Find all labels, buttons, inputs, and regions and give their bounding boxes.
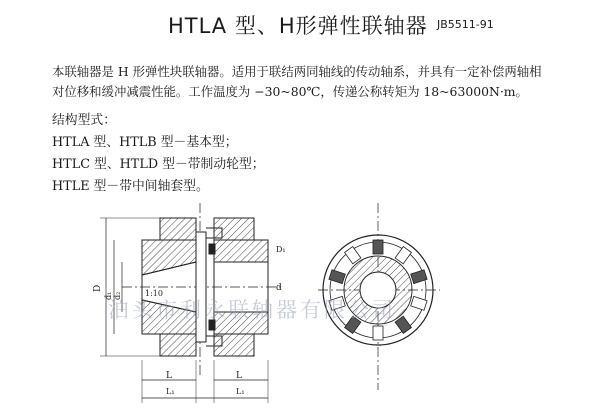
dim-label: L xyxy=(236,371,242,381)
elastic-lug xyxy=(395,316,411,333)
structure-heading: 结构型式： xyxy=(52,113,116,128)
structure-item: HTLE 型－带中间轴套型。 xyxy=(52,179,209,194)
taper-label: 1:10 xyxy=(145,289,163,298)
elastic-lug xyxy=(373,240,383,254)
description-line-2: 对位移和缓冲减震性能。工作温度为 −30~80℃，传递公称转矩为 18~63000N·m。 xyxy=(52,84,528,99)
elastic-lug xyxy=(345,247,361,264)
dim-label: d xyxy=(276,283,282,293)
description-line-1: 本联轴器是 H 形弹性块联轴器。适用于联结两同轴线的传动轴系，并具有一定补偿两轴相 xyxy=(52,64,542,79)
dim-label: d₂ xyxy=(113,291,122,300)
elastic-lug xyxy=(411,296,427,310)
structure-item: HTLC 型、HTLD 型－带制动轮型； xyxy=(52,157,265,172)
dim-label: L₁ xyxy=(236,387,245,396)
standard-code: JB5511-91 xyxy=(437,18,494,31)
dim-label: L₁ xyxy=(166,387,175,396)
dim-label: D₁ xyxy=(276,245,286,254)
page-title: HTLA 型、H形弹性联轴器 xyxy=(168,14,428,38)
dim-label: D xyxy=(93,284,103,292)
watermark: 泊头市利永联轴器有限公司 xyxy=(108,298,396,322)
elastic-lug xyxy=(411,270,427,284)
elastic-lug xyxy=(373,326,383,340)
dim-label: L xyxy=(166,371,172,381)
elastic-lug xyxy=(395,247,411,264)
structure-item: HTLA 型、HTLB 型－基本型； xyxy=(52,135,238,150)
dim-label: d₁ xyxy=(104,291,113,300)
elastic-lug xyxy=(329,270,345,284)
